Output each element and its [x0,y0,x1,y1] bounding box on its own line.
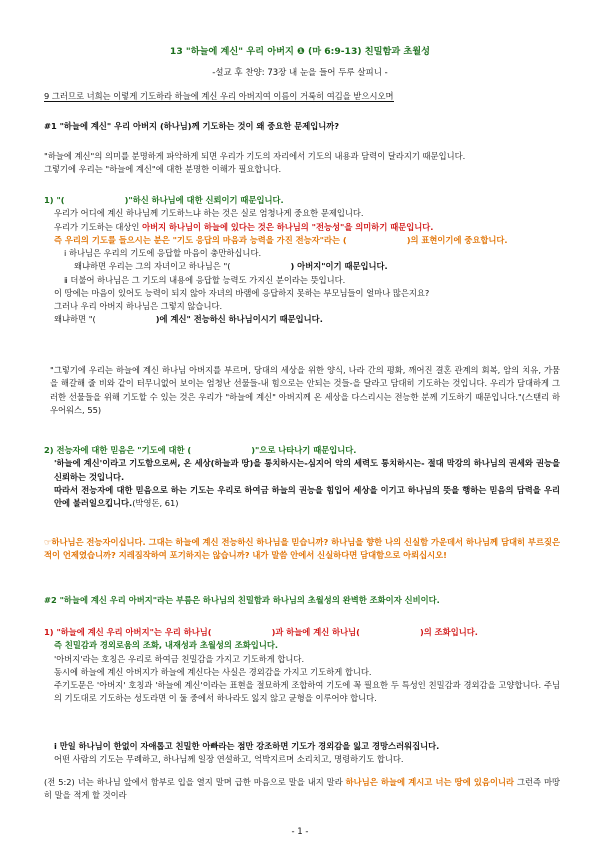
s2-line-5: ⅰ 만일 하나님이 한없이 자애롭고 친밀한 아빠라는 점만 강조하면 기도가 경외감을 잃고 경망스러워집니다. [54,741,440,751]
section1-heading [44,120,560,133]
point1-line-1: 우리가 어디에 계신 하나님께 기도하느냐 하는 것은 실로 엄청나게 중요한 문제입니다. [54,208,364,219]
point1-line-3: 즉 우리의 기도를 들으시는 분은 "기도 응답의 마음과 능력을 가진 전능자"라는 ( )의 표현이기에 중요합니다. [54,234,508,245]
section2-point1 [44,626,560,706]
point1-line-2: 우리가 기도하는 대상인 아버지 하나님이 하늘에 있다는 것은 하나님의 "전능성"을 의미하기 때문입니다. [54,221,434,232]
s2-line-4: 주기도문은 '아버지' 호칭과 '하늘에 계신'이라는 표현을 절묘하게 조합하여 기도에 꼭 필요한 두 특성인 친밀감과 경외감을 고양합니다. 주님의 기도대로 기도하는 성도라면 이 둘 중에서 하나라도 잃지 않고 균형을 이루어야 합니다. [54,680,560,704]
point1-heading: 1) "( )"하신 하나님에 대한 신뢰이기 때문입니다. [44,195,284,205]
s2-line-3: 동시에 하늘에 계신 아버지가 하늘에 계신다는 사실은 경외감을 가지고 기도하게 합니다. [54,666,372,677]
sermon-subtitle: -설교 후 찬양: 73장 내 눈을 들어 두루 살피니 - [212,68,388,78]
section1-question: #1 "하늘에 계신" 우리 아버지 (하나님)께 기도하는 것이 왜 중요한 문제입니까? [44,121,340,131]
section1-point2 [44,444,560,510]
intro-line-2: 그렇기에 우리는 "하늘에 계신"에 대한 분명한 이해가 필요합니다. [44,164,282,175]
section2-heading [44,594,560,607]
point1-line-4: ⅰ 하나님은 우리의 기도에 응답할 마음이 충만하십니다. [64,248,262,259]
appeal-block [44,536,560,563]
s2-line-2: '아버지'라는 호칭은 우리로 하여금 친밀감을 가지고 기도하게 합니다. [54,653,305,664]
point2-line-2: 따라서 전능자에 대한 믿음으로 하는 기도는 우리로 하여금 하늘의 권능을 힘입어 세상을 이기고 하나님의 뜻을 행하는 믿음의 담력을 우리 안에 불러일으킵니다.(박영돈, 61) [54,484,560,509]
bible-verse: 9 그러므로 너희는 이렇게 기도하라 하늘에 계신 우리 아버지여 이름이 거룩히 여김을 받으시오며 [44,91,394,101]
appeal-text: ☞하나님은 전능자이십니다. 그대는 하늘에 계신 전능하신 하나님을 믿습니까? 하나님을 향한 나의 신실함 가운데서 하나님께 담대히 부르짖은 적이 언제였습니까? 지레짐작하여 포기하지는 않습니까? 내가 말씀 안에서 신실하다면 담대함으로 아뢰십시오! [44,537,560,561]
intro-line-1: "하늘에 계신"의 의미를 분명하게 파악하게 되면 우리가 기도의 자리에서 기도의 내용과 담력이 달라지기 때문입니다. [44,151,466,161]
ecclesiastes-verse: (전 5:2) 너는 하나님 앞에서 함부로 입을 열지 말며 급한 마음으로 말을 내지 말라 하나님은 하늘에 계시고 너는 땅에 있음이니라 그런즉 마땅히 말을 적게 할 것이라 [44,777,560,801]
s2-point1-heading: 1) "하늘에 계신 우리 아버지"는 우리 하나님( )과 하늘에 계신 하나님( )의 조화입니다. [44,627,478,637]
section2-question: #2 "하늘에 계신 우리 아버지"라는 부름은 하나님의 친밀함과 하나님의 초월성의 완벽한 조화이자 신비이다. [44,595,440,605]
point1-line-6: ⅱ 더불어 하나님은 그 기도의 내용에 응답할 능력도 가지신 분이라는 뜻입니다. [64,274,346,285]
s2-line-1: 즉 친밀감과 경외로움의 조화, 내재성과 초월성의 조화입니다. [54,640,279,651]
point2-heading: 2) 전능자에 대한 믿음은 "기도에 대한 ( )"으로 나타나기 때문입니다. [44,445,357,455]
point1-line-5: 왜냐하면 우리는 그의 자녀이고 하나님은 "( ) 아버지"이기 때문입니다. [74,261,388,272]
page-number: - 1 - [291,827,309,837]
point1-line-9: 왜냐하면 "( )에 계신" 전능하신 하나님이시기 때문입니다. [54,314,323,325]
point2-line-1: '하늘에 계신'이라고 기도함으로써, 온 세상(하늘과 땅)을 통치하시는-심지어 악의 세력도 통치하시는- 절대 막강의 하나님의 권세와 권능을 신뢰하는 것입니다. [54,458,560,482]
sermon-title: 13 "하늘에 계신" 우리 아버지 ❶ (마 6:9-13) 친밀함과 초월성 [169,46,431,57]
section1-point1 [44,194,560,327]
stanley-quote: "그렇기에 우리는 하늘에 계신 하나님 아버지를 부르며, 당대의 세상을 위한 양식, 나라 간의 평화, 깨어진 결혼 관계의 회복, 암의 치유, 가뭄을 해갈해 줄 비와 같이 터무니없어 보이는 엄청난 선물들-내 힘으로는 안되는 것들-을 달라고 담대히 기도하는 것입니다. 우리가 담대하게 그러한 선물들을 위해 기도할 수 있는 것은 우리가 "하늘에 계신" 아버지께 온 세상을 다스리시는 전능한 분께 기도하기 때문입니다."(스탠리 하우어워스, 55) [50,365,560,415]
section2-sub [44,740,560,767]
point1-line-7: 이 땅에는 마음이 있어도 능력이 되지 않아 자녀의 바램에 응답하지 못하는 부모님들이 얼마나 많은지요? [54,287,430,298]
s2-line-6: 어떤 사람의 기도는 무례하고, 하나님께 일장 연설하고, 억박지르며 소리치고, 명령하기도 합니다. [54,754,404,765]
scripture-block [44,776,560,803]
point1-line-8: 그러나 우리 아버지 하나님은 그렇지 않습니다. [54,301,223,312]
verse-block [44,90,560,103]
section1-intro [44,150,560,177]
quote-block [44,364,560,417]
